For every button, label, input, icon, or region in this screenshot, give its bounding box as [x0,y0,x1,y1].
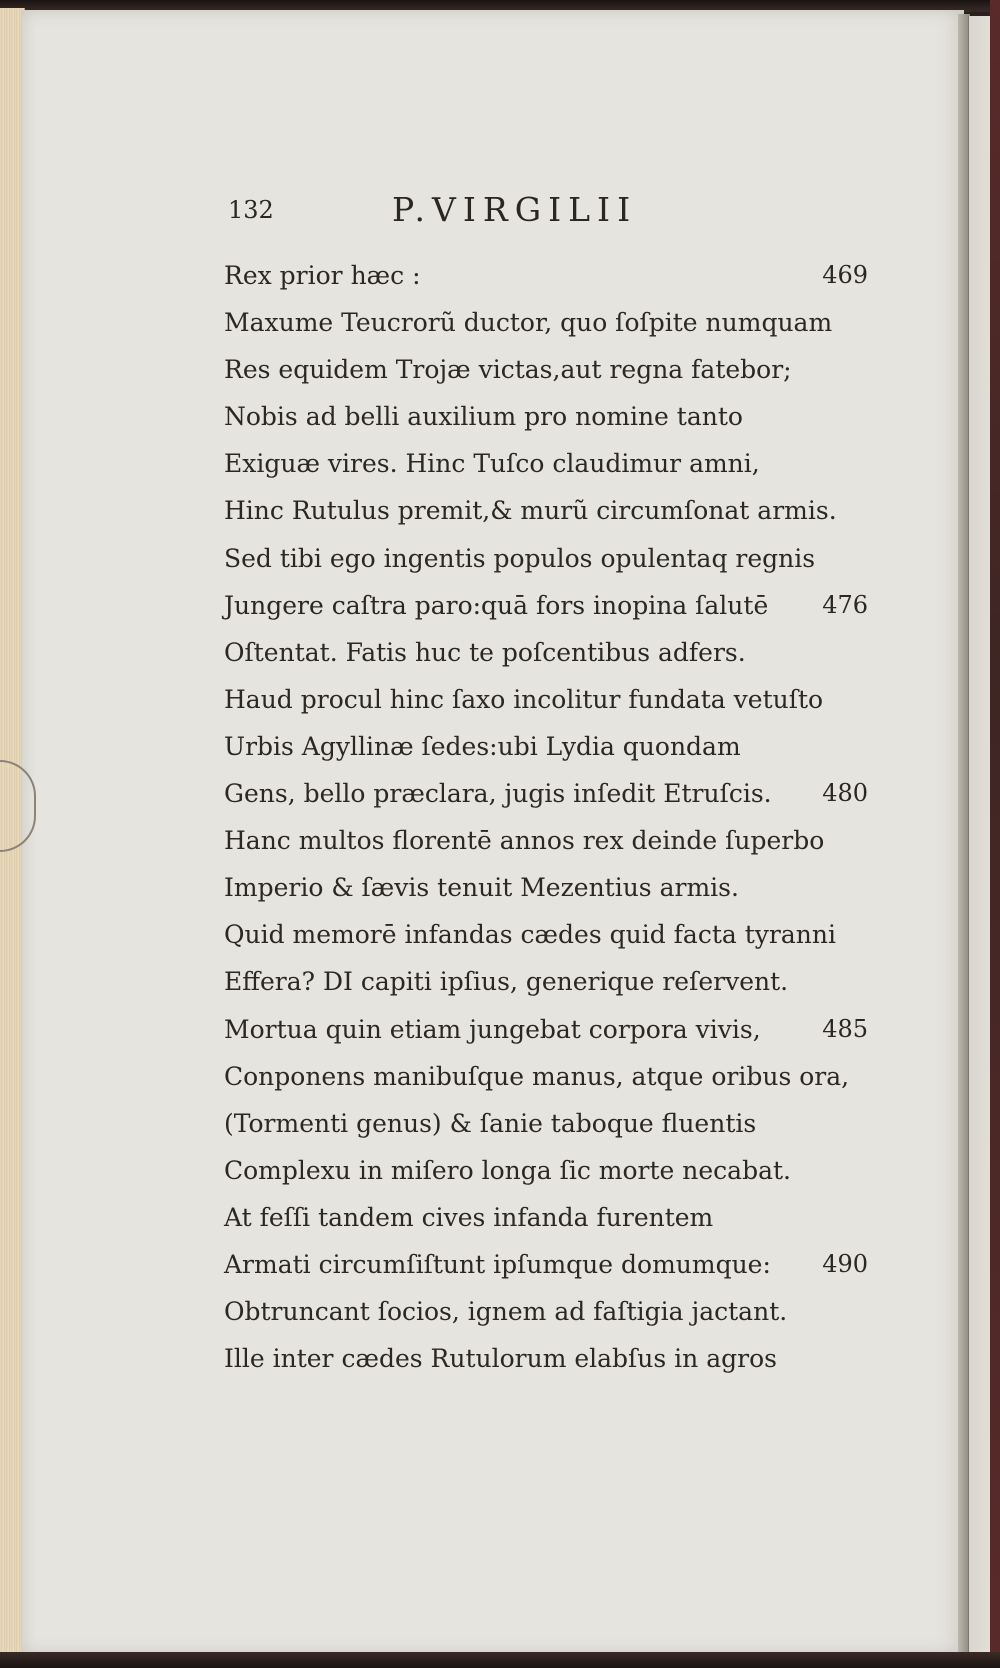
verse-text: Haud procul hinc ſaxo incolitur fundata vetuſto [224,684,824,714]
verse-text: Armati circumſiſtunt ipſumque domumque: [224,1249,771,1279]
verse-line [224,911,884,958]
verse-line [224,629,884,676]
verse-block [224,252,884,1382]
verse-number: 490 [822,1249,868,1278]
verse-text: Oſtentat. Fatis huc te poſcentibus adfers. [224,637,746,667]
verse-number: 469 [822,261,868,289]
verse-text: Hinc Rutulus premit,& murũ circumſonat armis. [224,496,837,526]
verse-line [224,252,884,299]
verse-line [224,723,884,770]
running-title: P.VIRGILII [392,190,638,229]
verse-text: Conponens manibuſque manus, atque oribus ora, [224,1061,850,1091]
verse-line [224,770,884,817]
verse-line [224,582,884,629]
verse-text: At feſſi tandem cives infanda furentem [224,1202,714,1232]
verse-line [224,817,884,864]
verse-line [224,346,884,393]
verse-line [224,299,884,346]
verse-line [224,487,884,534]
verse-text: Urbis Agyllinæ ſedes:ubi Lydia quondam [224,731,741,761]
verse-text: (Tormenti genus) & ſanie taboque fluentis [224,1108,757,1138]
verse-text: Nobis ad belli auxilium pro nomine tanto [224,402,743,432]
bottom-edge [0,1652,1000,1668]
verse-text: Sed tibi ego ingentis populos opulentaq regnis [224,543,816,573]
verse-text: Obtruncant ſocios, ignem ad faſtigia jactant. [224,1297,788,1327]
verse-line [224,1288,884,1335]
verse-line [224,1335,884,1382]
verse-line [224,393,884,440]
verse-line [224,958,884,1005]
verse-number: 480 [822,779,868,808]
verse-text: Ille inter cædes Rutulorum elabſus in agros [224,1344,777,1374]
verse-line [224,1194,884,1241]
verse-text: Hanc multos florentē annos rex deinde ſuperbo [224,826,825,856]
verse-text: Effera? DI capiti ipſius, generique reſervent. [224,967,789,997]
verse-line [224,676,884,723]
verse-text: Rex prior hæc : [224,261,421,290]
verse-text: Jungere caſtra paro:quā fors inopina ſalutē [224,590,769,620]
verse-number: 485 [822,1014,868,1043]
verse-line [224,1100,884,1147]
verse-line [224,1147,884,1194]
verse-line [224,535,884,582]
verse-text: Imperio & ſævis tenuit Mezentius armis. [224,873,739,903]
verse-text: Maxume Teucrorũ ductor, quo ſoſpite numquam [224,308,833,338]
page-header [228,190,808,236]
verse-text: Complexu in miſero longa ſic morte necabat. [224,1155,791,1185]
page-number: 132 [228,196,274,224]
verse-line [224,1241,884,1288]
verse-text: Gens, bello præclara, jugis inſedit Etruſcis. [224,779,772,809]
verse-text: Mortua quin etiam jungebat corpora vivis, [224,1014,761,1044]
verse-line [224,1053,884,1100]
binding-edge [990,0,1000,1668]
verse-line [224,864,884,911]
verse-text: Res equidem Trojæ victas,aut regna fatebor; [224,355,792,385]
verse-line [224,1006,884,1053]
verse-text: Exiguæ vires. Hinc Tuſco claudimur amni, [224,449,760,479]
verse-line [224,440,884,487]
verse-number: 476 [822,590,868,619]
verse-text: Quid memorē infandas cædes quid facta tyranni [224,920,836,950]
